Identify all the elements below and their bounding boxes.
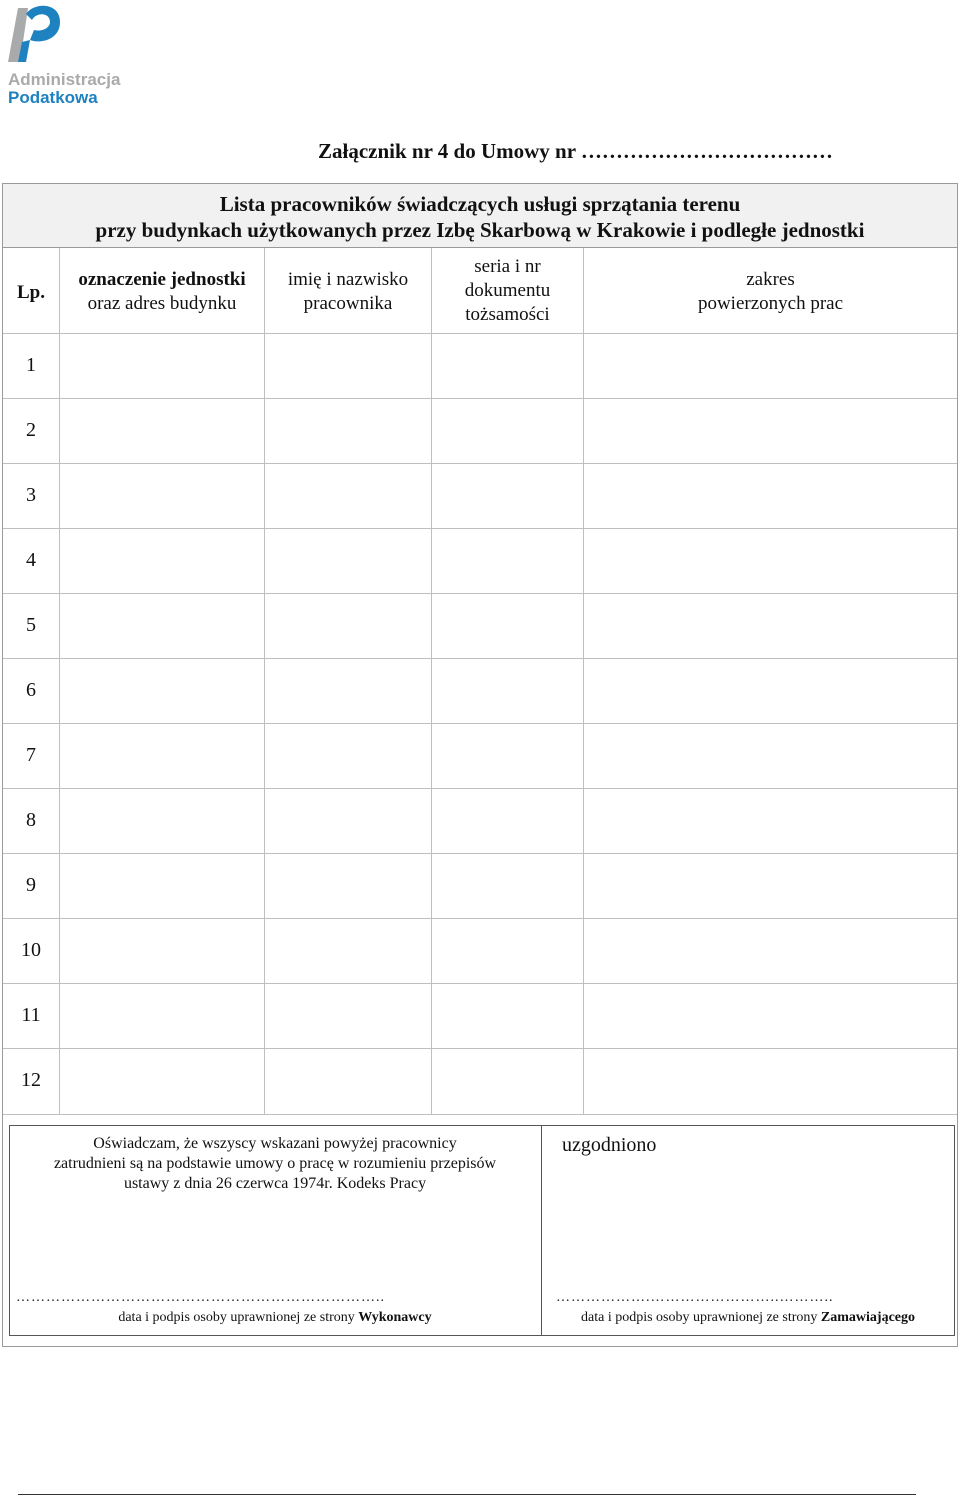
grid-hline [3,788,957,789]
row-number: 9 [26,874,36,896]
logo [4,0,134,110]
row-number: 5 [26,614,36,636]
header-scope-line1: zakres [746,269,795,290]
row-number: 3 [26,484,36,506]
client-party: Zamawiającego [820,1310,915,1325]
header-name-line1: imię i nazwisko [287,269,409,290]
form-title [3,184,957,248]
row-number: 12 [21,1069,41,1091]
header-name-line2: pracownika [303,293,393,314]
header-name [265,268,431,316]
grid-hline [3,723,957,724]
grid-hline [3,853,957,854]
contractor-signature-caption [14,1310,536,1326]
grid-hline [3,593,957,594]
logo-text-administracja: Administracja [8,70,121,89]
header-unit [60,268,264,316]
grid-hline [3,333,957,334]
header-document [432,255,583,327]
footer-rule [18,1494,916,1495]
header-scope-line2: powierzonych prac [697,293,844,314]
declaration-text [14,1134,536,1194]
grid-vline [59,248,60,1115]
grid-hline [3,1114,957,1115]
declaration-line3: ustawy z dnia 26 czerwca 1974r. Kodeks Pracy [123,1175,427,1192]
header-document-line2: dokumentu [464,280,551,301]
logo-text-podatkowa: Podatkowa [8,88,98,107]
form-title-line1: Lista pracowników świadczących usługi sprzątania terenu [219,192,741,216]
agreed-label: uzgodniono [562,1134,657,1156]
grid-hline [3,918,957,919]
header-document-line3: tożsamości [465,304,550,325]
grid-hline [3,528,957,529]
header-unit-line2: oraz adres budynku [87,293,237,314]
logo-mark-icon [4,0,66,66]
row-number: 4 [26,549,36,571]
client-signature-prefix: data i podpis osoby uprawnionej ze strony [581,1310,821,1325]
row-number: 10 [21,939,41,961]
row-number: 11 [21,1004,41,1026]
contractor-signature-line: ……………………………………………………………….. [16,1290,385,1305]
declaration-divider [541,1125,542,1336]
row-number: 2 [26,419,36,441]
form-title-line2: przy budynkach użytkowanych przez Izbę Skarbową w Krakowie i podległe jednostki [95,218,865,242]
client-signature-caption [546,1310,950,1326]
contractor-party: Wykonawcy [358,1310,432,1325]
header-scope [584,268,957,316]
header-lp: Lp. [17,282,45,303]
header-unit-line1: oznaczenie jednostki [78,269,246,290]
grid-hline [3,398,957,399]
row-number: 7 [26,744,36,766]
attachment-title: Załącznik nr 4 do Umowy nr ……………………………… [318,139,833,163]
grid-hline [3,983,957,984]
grid-hline [3,463,957,464]
contractor-signature-prefix: data i podpis osoby uprawnionej ze strony [118,1310,359,1325]
grid-vline [583,248,584,1115]
declaration-line2: zatrudnieni są na podstawie umowy o pracę w rozumieniu przepisów [53,1155,497,1172]
declaration-line1: Oświadczam, że wszyscy wskazani powyżej pracownicy [93,1135,457,1152]
row-number: 8 [26,809,36,831]
client-signature-line: ……………….……………………..……….. [556,1290,834,1305]
header-document-line1: seria i nr [474,256,541,277]
grid-hline [3,658,957,659]
row-number: 1 [26,354,36,376]
grid-hline [3,1048,957,1049]
row-number: 6 [26,679,36,701]
grid-vline [431,248,432,1115]
grid-vline [264,248,265,1115]
